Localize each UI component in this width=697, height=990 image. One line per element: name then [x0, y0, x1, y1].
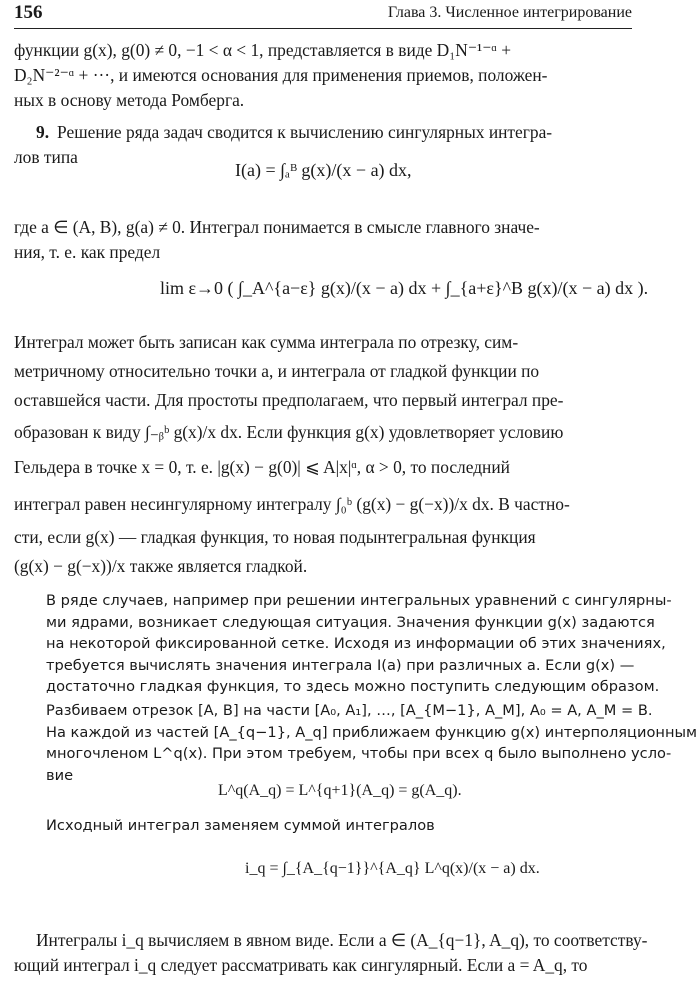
running-header — [14, 0, 632, 29]
text-line: ных в основу метода Ромберга. — [14, 90, 245, 110]
formula-principal-value-limit: lim ε→0 ( ∫_A^{a−ε} g(x)/(x − a) dx + ∫_{a+ε}^B g(x)/(x − a) dx ). — [160, 278, 649, 298]
text-line: ния, т. е. как предел — [14, 242, 161, 262]
text-line: функции g(x), g(0) ≠ 0, −1 < α < 1, представляется в виде D₁N⁻¹⁻ᵅ + — [14, 40, 512, 60]
item-9-after-formula — [14, 215, 628, 265]
text-line: образован к виду ∫₋ᵦᵇ g(x)/x dx. Если функция g(x) удовлетворяет условию — [14, 422, 564, 442]
chapter-title: Глава 3. Численное интегрирование — [387, 4, 632, 21]
text-line: Решение ряда задач сводится к вычислению сингулярных интегра- — [57, 122, 553, 142]
final-paragraph — [14, 928, 648, 978]
text-line: вие — [46, 766, 74, 784]
formula-interpolation-condition: L^q(A_q) = L^{q+1}(A_q) = g(A_q). — [218, 782, 462, 799]
text-line: интеграл равен несингулярному интегралу ∫₀ᵇ (g(x) − g(−x))/x dx. В частно- — [14, 494, 570, 514]
text-line: (g(x) − g(−x))/x также является гладкой. — [14, 556, 308, 576]
text-line: Интегралы i_q вычисляем в явном виде. Если a ∈ (A_{q−1}, A_q), то соответству- — [36, 930, 648, 950]
small-print-paragraph — [46, 590, 672, 698]
formula-I-of-a: I(a) = ∫ₐᴮ g(x)/(x − a) dx, — [235, 160, 412, 180]
text-line: Разбиваем отрезок [A, B] на части [A₀, A₁], …, [A_{M−1}, A_M], A₀ = A, A_M = B. — [46, 702, 653, 719]
text-line: Интеграл может быть записан как сумма интеграла по отрезку, сим- — [14, 332, 519, 352]
text-line: На каждой из частей [A_{q−1}, A_q] приближаем функцию g(x) интерполяционным — [46, 723, 697, 741]
small-print-replace — [46, 815, 628, 837]
page-number: 156 — [14, 2, 43, 23]
formula-i-q: i_q = ∫_{A_{q−1}}^{A_q} L^q(x)/(x − a) dx. — [245, 860, 540, 877]
text-line: Исходный интеграл заменяем суммой интегралов — [46, 817, 435, 834]
text-line: где a ∈ (A, B), g(a) ≠ 0. Интеграл понимается в смысле главного значе- — [14, 217, 540, 237]
item-9-body — [14, 328, 628, 581]
text-line: Гельдера в точке x = 0, т. е. |g(x) − g(0)| ⩽ A|x|ᵅ, α > 0, то последний — [14, 457, 510, 477]
text-line: метричному относительно точки a, и интеграла от гладкой функции по — [14, 361, 540, 381]
text-line: лов типа — [14, 147, 78, 167]
text-line: сти, если g(x) — гладкая функция, то новая подынтегральная функция — [14, 527, 536, 547]
text-line: ющий интеграл i_q следует рассматривать как сингулярный. Если a = A_q, то — [14, 955, 588, 975]
text-line: достаточно гладкая функция, то здесь можно поступить следующим образом. — [46, 678, 660, 696]
text-line: В ряде случаев, например при решении интегральных уравнений с сингулярны- — [46, 592, 672, 609]
item-number: 9. — [36, 122, 50, 142]
text-line: ми ядрами, возникает следующая ситуация. Значения функции g(x) задаются — [46, 613, 655, 631]
text-line: на некоторой фиксированной сетке. Исходя из информации об этих значениях, — [46, 635, 666, 653]
small-print-partition — [46, 700, 697, 786]
text-line: многочленом L^q(x). При этом требуем, чтобы при всех q было выполнено усло- — [46, 745, 672, 763]
text-line: требуется вычислять значения интеграла I(a) при различных a. Если g(x) — — [46, 656, 635, 674]
intro-paragraph — [14, 38, 628, 113]
text-line: D₂N⁻²⁻ᵅ + ···, и имеются основания для применения приемов, положен- — [14, 65, 548, 85]
text-line: оставшейся части. Для простоты предполагаем, что первый интеграл пре- — [14, 390, 564, 410]
